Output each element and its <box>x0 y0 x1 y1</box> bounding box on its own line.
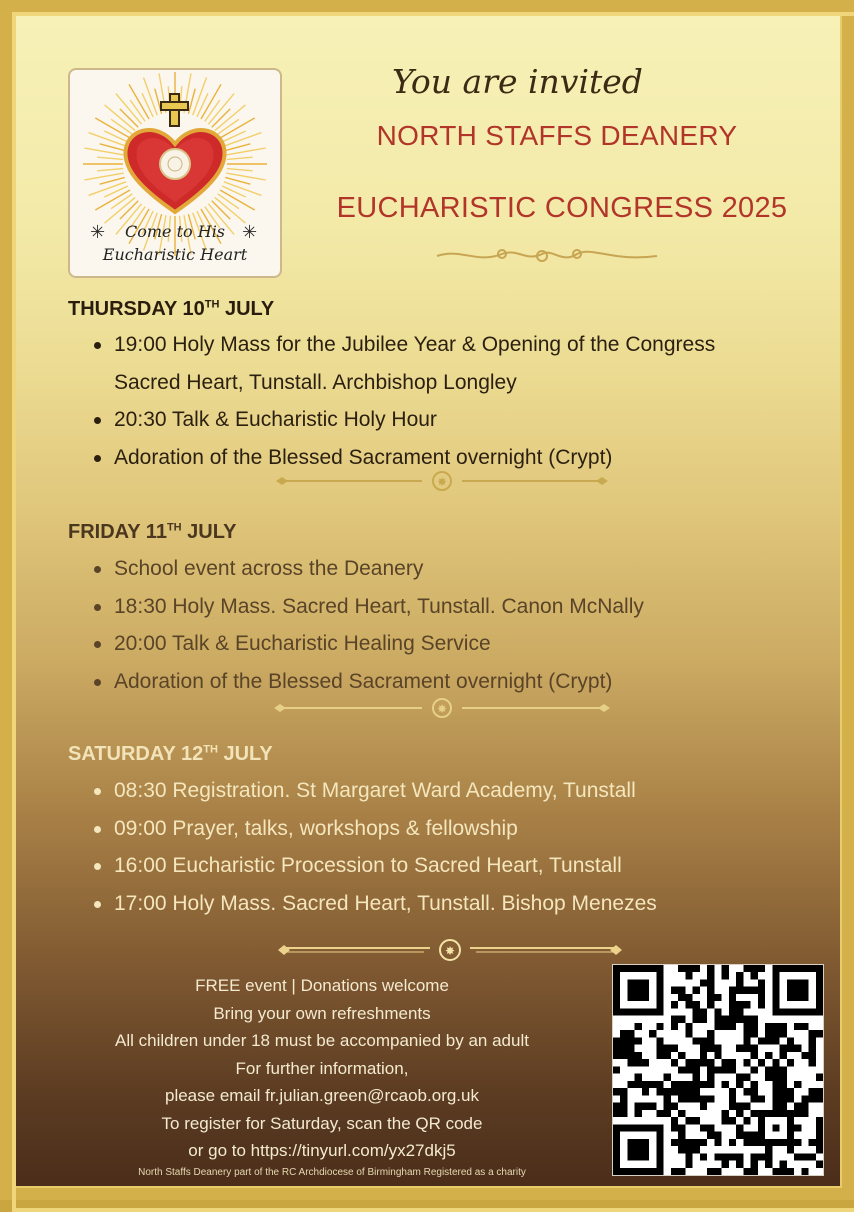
list-item: 17:00 Holy Mass. Sacred Heart, Tunstall. Bishop Menezes <box>92 885 657 923</box>
list-item: 20:00 Talk & Eucharistic Healing Service <box>92 625 644 663</box>
qr-code-icon <box>613 965 823 1175</box>
info-line-email: please email fr.julian.green@rcaob.org.uk <box>165 1086 479 1105</box>
svg-text:✳: ✳ <box>242 222 258 243</box>
invitation-line: You are invited <box>392 62 643 101</box>
event-information <box>52 972 592 1165</box>
day-heading-saturday: SATURDAY 12TH JULY <box>68 743 273 765</box>
list-item: 09:00 Prayer, talks, workshops & fellowship <box>92 810 657 848</box>
event-title: EUCHARISTIC CONGRESS 2025 <box>336 192 788 224</box>
cross-icon <box>161 94 188 126</box>
list-item: 08:30 Registration. St Margaret Ward Academy, Tunstall <box>92 772 657 810</box>
logo-caption-line2: Eucharistic Heart <box>102 245 248 264</box>
list-item: Adoration of the Blessed Sacrament overnight (Crypt) <box>92 663 644 701</box>
friday-schedule <box>92 550 644 700</box>
svg-text:✸: ✸ <box>436 475 448 489</box>
info-line: Bring your own refreshments <box>213 1003 431 1023</box>
logo-caption-line1: Come to His <box>124 222 226 241</box>
info-line: For further information, <box>235 1058 409 1078</box>
svg-text:✸: ✸ <box>436 702 448 716</box>
svg-text:✳: ✳ <box>90 222 106 243</box>
saturday-schedule <box>92 772 657 922</box>
info-line: FREE event | Donations welcome <box>195 976 449 995</box>
sacred-heart-icon <box>70 70 280 276</box>
list-item: 19:00 Holy Mass for the Jubilee Year & Opening of the Congress Sacred Heart, Tunstall. Archbishop Longley <box>92 326 715 401</box>
host-icon <box>160 149 190 179</box>
thursday-schedule <box>92 326 715 476</box>
divider-ornament-icon <box>272 469 612 493</box>
day-heading-friday: FRIDAY 11TH JULY <box>68 521 237 543</box>
divider-ornament-icon <box>274 938 626 962</box>
info-line: All children under 18 must be accompanied by an adult <box>115 1031 529 1050</box>
organisation-title: NORTH STAFFS DEANERY <box>376 120 738 151</box>
info-line-url: or go to https://tinyurl.com/yx27dkj5 <box>188 1141 456 1160</box>
charity-footer: North Staffs Deanery part of the RC Archdiocese of Birmingham Registered as a charity <box>138 1167 526 1178</box>
flourish-ornament-icon <box>432 240 662 270</box>
divider-ornament-icon <box>270 696 614 720</box>
qr-code[interactable] <box>612 964 824 1176</box>
info-line: To register for Saturday, scan the QR code <box>161 1113 483 1133</box>
list-item: School event across the Deanery <box>92 550 644 588</box>
list-item: 16:00 Eucharistic Procession to Sacred Heart, Tunstall <box>92 847 657 885</box>
list-item: 20:30 Talk & Eucharistic Holy Hour <box>92 401 715 439</box>
list-item: 18:30 Holy Mass. Sacred Heart, Tunstall. Canon McNally <box>92 588 644 626</box>
day-heading-thursday: THURSDAY 10TH JULY <box>68 298 275 320</box>
sacred-heart-logo <box>68 68 282 278</box>
svg-text:✸: ✸ <box>444 944 456 958</box>
list-item: Adoration of the Blessed Sacrament overnight (Crypt) <box>92 439 715 477</box>
